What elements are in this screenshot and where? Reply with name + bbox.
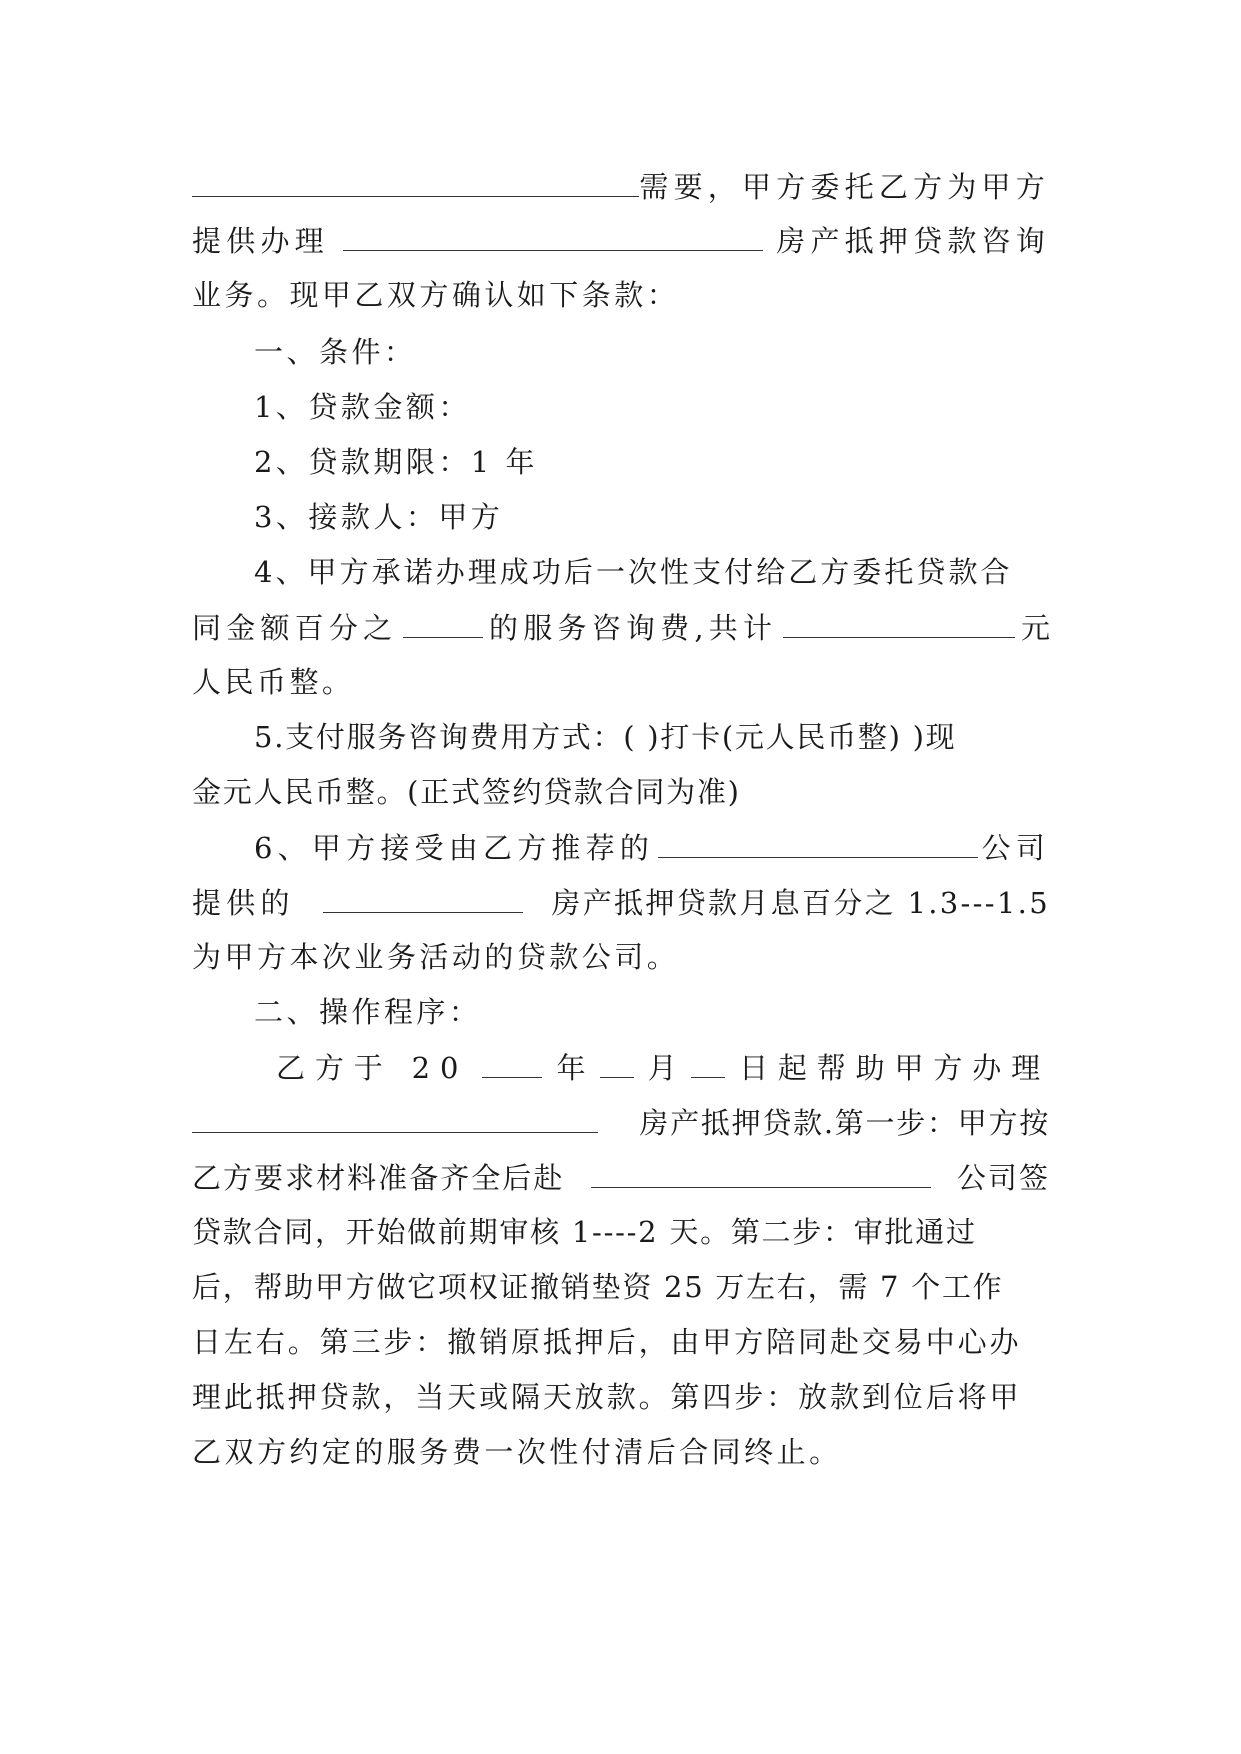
- paragraph-line: 理此抵押贷款，当天或隔天放款。第四步：放款到位后将甲: [192, 1380, 1022, 1414]
- paragraph-line: 3、接款人：甲方: [254, 500, 504, 534]
- paragraph-line: 金元人民币整。(正式签约贷款合同为准): [192, 775, 741, 809]
- paragraph-line: [192, 1157, 1050, 1197]
- text-segment: 提供的: [192, 886, 295, 920]
- text-segment: 房产抵押贷款月息百分之 1.3---1.5: [551, 886, 1050, 920]
- fill-blank: [600, 1047, 634, 1078]
- text-segment: 公司签: [956, 1161, 1050, 1195]
- text-segment: 房产抵押贷款咨询: [776, 224, 1050, 258]
- fill-blank: [482, 1047, 542, 1078]
- paragraph-line: 人民币整。: [192, 665, 355, 699]
- paragraph-line: [192, 882, 1050, 922]
- paragraph-line: 业务。现甲乙双方确认如下条款：: [192, 278, 680, 312]
- paragraph-line: 后，帮助甲方做它项权证撤销垫资 25 万左右，需 7 个工作: [192, 1270, 1004, 1304]
- text-segment: 乙方要求材料准备齐全后赴: [192, 1161, 565, 1195]
- paragraph-line: 5.支付服务咨询费用方式：( )打卡(元人民币整) )现: [254, 720, 957, 754]
- section-heading: 二、操作程序：: [254, 995, 482, 1029]
- text-segment: 6、甲方接受由乙方推荐的: [254, 831, 655, 865]
- text-segment: 的服务咨询费,共计: [489, 611, 778, 645]
- text-segment: 月: [647, 1051, 677, 1085]
- paragraph-line: [192, 1102, 1050, 1142]
- section-heading: 一、条件：: [254, 335, 417, 369]
- paragraph-line: [192, 607, 1050, 647]
- text-segment: 房产抵押贷款.第一步：甲方按: [639, 1106, 1050, 1140]
- paragraph-line: 为甲方本次业务活动的贷款公司。: [192, 940, 680, 974]
- paragraph-line: 4、甲方承诺办理成功后一次性支付给乙方委托贷款合: [254, 555, 1013, 589]
- text-segment: 日起帮助甲方办理: [739, 1051, 1050, 1085]
- fill-blank: [192, 1102, 598, 1133]
- fill-blank: [691, 1047, 725, 1078]
- fill-blank: [783, 607, 1015, 638]
- fill-blank: [403, 607, 483, 638]
- paragraph-line: [276, 1047, 1050, 1087]
- text-segment: 公司: [981, 831, 1050, 865]
- fill-blank: [323, 882, 523, 913]
- paragraph-line: 日左右。第三步：撤销原抵押后，由甲方陪同赴交易中心办: [192, 1325, 1022, 1359]
- fill-blank: [192, 166, 639, 197]
- paragraph-line: [192, 220, 1050, 260]
- text-segment: 需要，甲方委托乙方为甲方: [639, 170, 1050, 204]
- text-segment: 乙方于 20: [276, 1051, 469, 1085]
- paragraph-line: 乙双方约定的服务费一次性付清后合同终止。: [192, 1435, 842, 1469]
- text-segment: 提供办理: [192, 224, 329, 258]
- text-segment: 元: [1020, 611, 1050, 645]
- paragraph-line: 2、贷款期限：1 年: [254, 445, 538, 479]
- text-segment: 年: [556, 1051, 586, 1085]
- paragraph-line: [192, 166, 1050, 206]
- text-segment: 同金额百分之: [192, 611, 398, 645]
- paragraph-line: [254, 827, 1050, 867]
- fill-blank: [591, 1157, 931, 1188]
- paragraph-line: 1、贷款金额：: [254, 390, 471, 424]
- fill-blank: [343, 220, 763, 251]
- fill-blank: [658, 827, 978, 858]
- paragraph-line: 贷款合同，开始做前期审核 1----2 天。第二步：审批通过: [192, 1215, 977, 1249]
